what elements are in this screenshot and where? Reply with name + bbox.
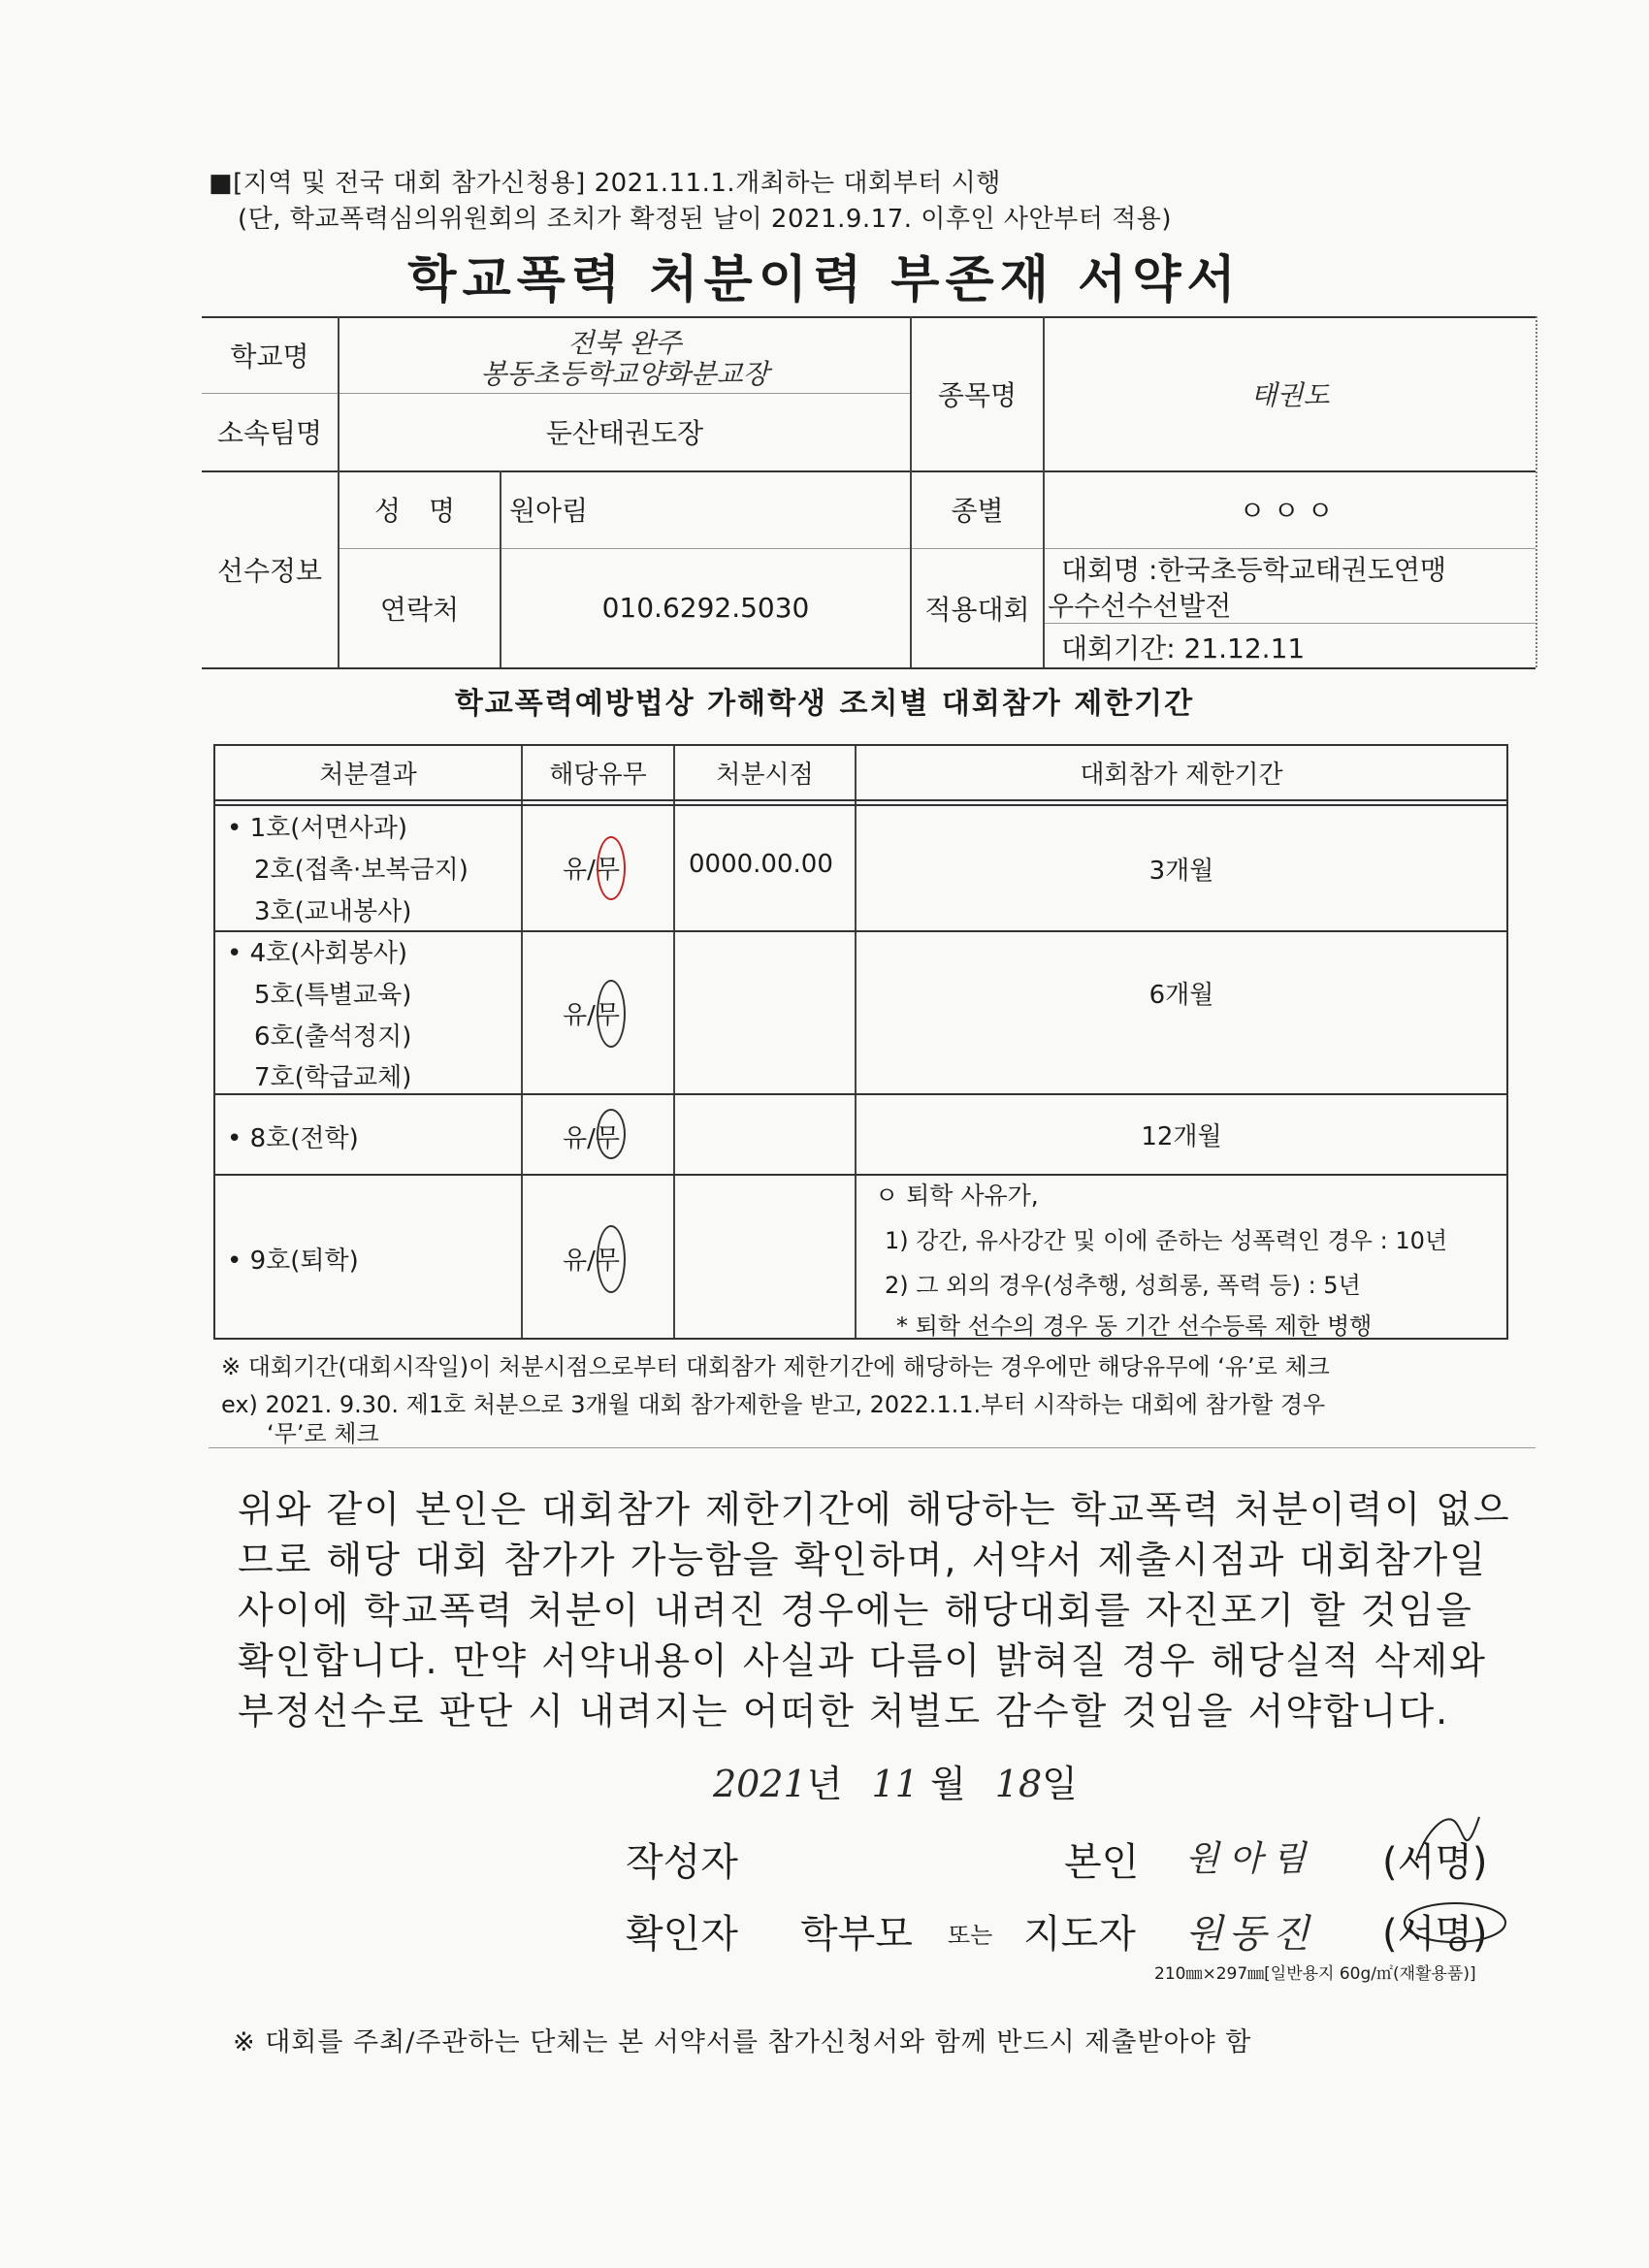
row4-period-line-2: 1) 강간, 유사강간 및 이에 준하는 성폭력인 경우 : 10년: [885, 1227, 1448, 1254]
parent-label: 학부모: [800, 1912, 913, 1957]
footnote-3: ‘무’로 체크: [267, 1420, 379, 1447]
or-label: 또는: [948, 1922, 993, 1949]
header-result: 처분결과: [319, 761, 417, 790]
event-label: 종별: [951, 495, 1004, 527]
competition-name-2: 우수선수선발전: [1048, 590, 1232, 622]
self-label: 본인: [1064, 1840, 1140, 1885]
date-day-label: 일: [1042, 1763, 1078, 1805]
row2-period: 6개월: [1148, 981, 1214, 1010]
competition-name: 대회명 :한국초등학교태권도연맹: [1061, 554, 1447, 586]
row2-item-2: 5호(특별교육): [254, 981, 412, 1010]
date-year-label: 년: [806, 1763, 843, 1805]
header-date: 처분시점: [716, 761, 814, 790]
row4-item-1: • 9호(퇴학): [227, 1247, 359, 1276]
check-circle-mark: [597, 980, 626, 1048]
footnote-1: ※ 대회기간(대회시작일)이 처분시점으로부터 대회참가 제한기간에 해당하는 경우에만 해당유무에 ‘유’로 체크: [221, 1353, 1330, 1380]
paper-spec: 210㎜×297㎜[일반용지 60g/㎡(재활용품)]: [1154, 1964, 1476, 1984]
row1-item-3: 3호(교내봉사): [254, 897, 412, 926]
notice-line-1: ■[지역 및 전국 대회 참가신청용] 2021.11.1.개최하는 대회부터 시행: [209, 169, 1001, 198]
row4-period-line-3: 2) 그 외의 경우(성추행, 성희롱, 폭력 등) : 5년: [885, 1272, 1361, 1299]
date-month: 11: [871, 1763, 919, 1805]
contact-label: 연락처: [379, 593, 460, 626]
check-circle-mark: [597, 836, 626, 900]
row1-date: 0000.00.00: [689, 850, 833, 879]
competition-label: 적용대회: [924, 593, 1030, 626]
name-value: 원아림: [509, 495, 589, 527]
school-value-2: 봉동초등학교양화분교장: [480, 358, 769, 390]
row3-item-1: • 8호(전학): [227, 1124, 359, 1153]
row4-period-line-1: ㅇ 퇴학 사유가,: [875, 1182, 1039, 1210]
signature-scribble: [1406, 1802, 1494, 1880]
team-label: 소속팀명: [216, 417, 323, 449]
coach-label: 지도자: [1023, 1912, 1136, 1957]
check-circle-mark: [597, 1109, 626, 1159]
pledge-line-2: 므로 해당 대회 참가가 가능함을 확인하며, 서약서 제출시점과 대회참가일: [238, 1539, 1487, 1581]
row1-applicable: 유/무: [563, 856, 620, 885]
checker-handwritten-name: 원동진: [1185, 1912, 1315, 1957]
date-year: 2021: [713, 1763, 807, 1805]
row1-period: 3개월: [1148, 856, 1214, 886]
checker-label: 확인자: [626, 1912, 738, 1957]
checker-sign-label: (서명): [1382, 1912, 1488, 1957]
self-sign-label: (서명): [1382, 1840, 1488, 1885]
section-title: 학교폭력예방법상 가해학생 조치별 대회참가 제한기간: [454, 687, 1195, 721]
name-label: 성 명: [374, 495, 465, 527]
check-circle-mark: [597, 1225, 626, 1293]
player-info-label: 선수정보: [216, 554, 323, 587]
contact-value: 010.6292.5030: [601, 592, 810, 624]
row4-applicable: 유/무: [563, 1247, 620, 1276]
pledge-line-1: 위와 같이 본인은 대회참가 제한기간에 해당하는 학교폭력 처분이력이 없으: [238, 1488, 1511, 1531]
row3-period: 12개월: [1141, 1122, 1222, 1151]
restriction-table: [213, 744, 1508, 1340]
event-value: ㅇㅇㅇ: [1239, 495, 1342, 527]
writer-label: 작성자: [626, 1840, 738, 1885]
row2-applicable: 유/무: [563, 1001, 620, 1030]
pledge-line-4: 확인합니다. 만약 서약내용이 사실과 다름이 밝혀질 경우 해당실적 삭제와: [238, 1639, 1487, 1682]
sport-label: 종목명: [937, 378, 1018, 411]
signing-date: [713, 1754, 1078, 1807]
self-handwritten-name: 원아림: [1185, 1839, 1316, 1879]
sport-value: 태권도: [1250, 378, 1330, 411]
date-day: 18: [994, 1763, 1043, 1805]
signature-scribble: [1397, 1892, 1513, 1950]
pledge-line-3: 사이에 학교폭력 처분이 내려진 경우에는 해당대회를 자진포기 할 것임을: [238, 1589, 1473, 1632]
row1-item-1: • 1호(서면사과): [227, 814, 408, 843]
footnote-2: ex) 2021. 9.30. 제1호 처분으로 3개월 대회 참가제한을 받고, 2022.1.1.부터 시작하는 대회에 참가할 경우: [221, 1391, 1326, 1418]
notice-line-2: (단, 학교폭력심의위원회의 조치가 확정된 날이 2021.9.17. 이후인 사안부터 적용): [238, 205, 1173, 234]
row1-item-2: 2호(접촉·보복금지): [254, 856, 469, 885]
row2-item-4: 7호(학급교체): [254, 1063, 412, 1092]
row4-period-line-4: * 퇴학 선수의 경우 동 기간 선수등록 제한 병행: [896, 1312, 1373, 1340]
row3-applicable: 유/무: [563, 1124, 620, 1153]
header-period: 대회참가 제한기간: [1080, 761, 1283, 790]
row2-item-3: 6호(출석정지): [254, 1022, 412, 1052]
competition-period: 대회기간: 21.12.11: [1061, 632, 1306, 664]
team-value: 둔산태권도장: [545, 417, 704, 449]
school-label: 학교명: [230, 340, 309, 373]
date-month-label: 월: [929, 1763, 966, 1805]
row2-item-1: • 4호(사회봉사): [227, 939, 408, 968]
bottom-note: ※ 대회를 주최/주관하는 단체는 본 서약서를 참가신청서와 함께 반드시 제출받아야 함: [233, 2027, 1252, 2057]
header-applicable: 해당유무: [549, 761, 647, 790]
pledge-line-5: 부정선수로 판단 시 내려지는 어떠한 처벌도 감수할 것임을 서약합니다.: [238, 1690, 1450, 1733]
document-title: 학교폭력 처분이력 부존재 서약서: [407, 251, 1242, 309]
school-value-1: 전북 완주: [567, 327, 682, 359]
